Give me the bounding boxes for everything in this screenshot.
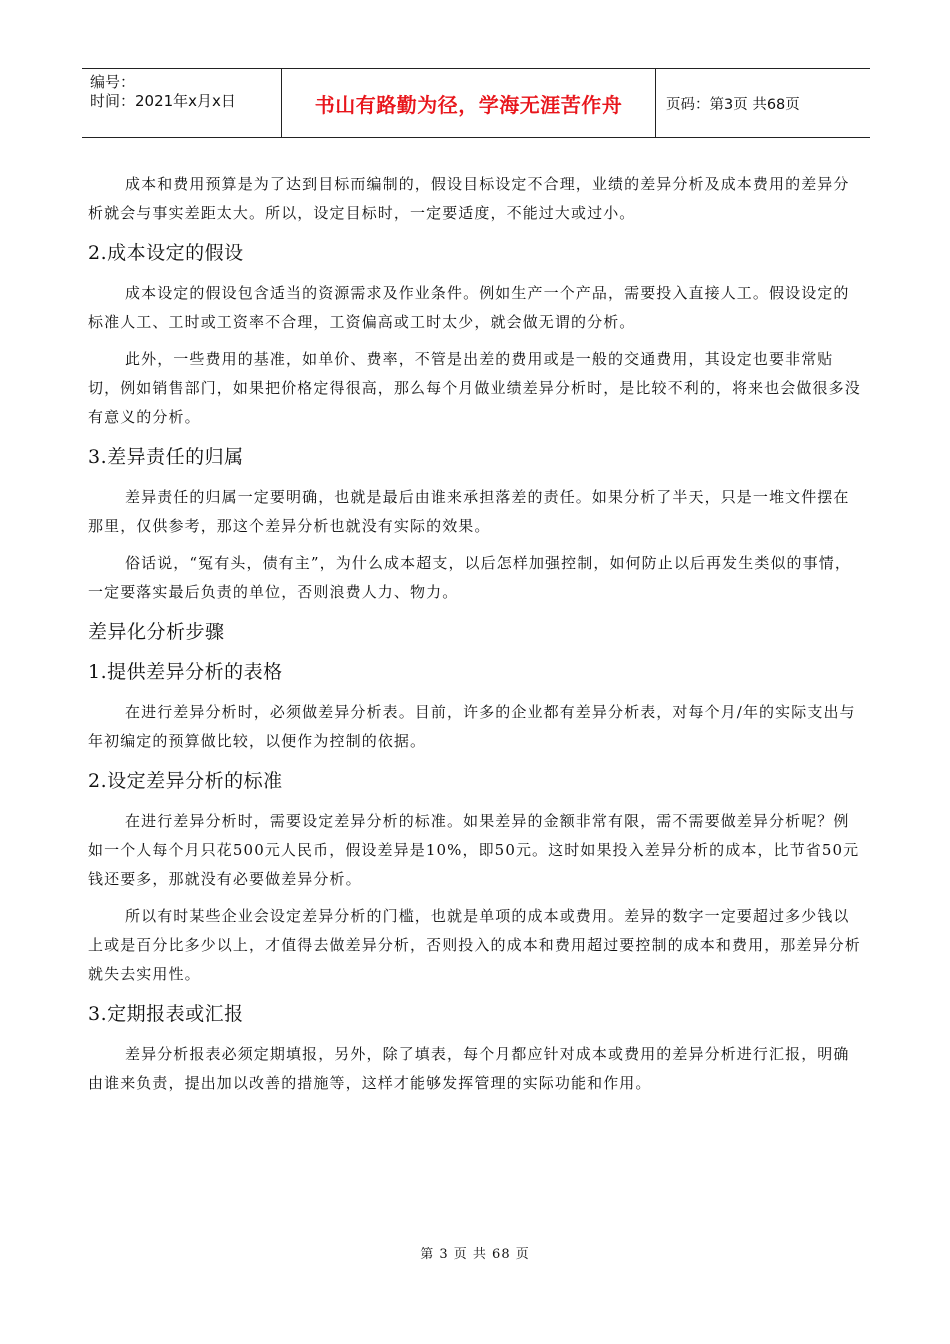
header-motto: 书山有路勤为径，学海无涯苦作舟 — [282, 69, 656, 137]
section-heading: 1.提供差异分析的表格 — [88, 661, 283, 683]
section-heading: 2.成本设定的假设 — [88, 242, 244, 264]
page-header — [82, 68, 870, 138]
body-paragraph: 所以有时某些企业会设定差异分析的门槛，也就是单项的成本或费用。差异的数字一定要超过多少钱以上或是百分比多少以上，才值得去做差异分析，否则投入的成本和费用超过要控制的成本和费用，那差异分析就失去实用性。 — [88, 907, 861, 983]
section-heading: 2.设定差异分析的标准 — [88, 770, 283, 792]
body-paragraph: 俗话说，“冤有头，债有主”，为什么成本超支，以后怎样加强控制，如何防止以后再发生类似的事情，一定要落实最后负责的单位，否则浪费人力、物力。 — [88, 554, 851, 601]
body-paragraph: 差异分析报表必须定期填报，另外，除了填表，每个月都应针对成本或费用的差异分析进行汇报，明确由谁来负责，提出加以改善的措施等，这样才能够发挥管理的实际功能和作用。 — [88, 1045, 850, 1092]
header-info-cell — [82, 69, 282, 137]
body-paragraph: 此外，一些费用的基准，如单价、费率，不管是出差的费用或是一般的交通费用，其设定也要非常贴切，例如销售部门，如果把价格定得很高，那么每个月做业绩差异分析时，是比较不利的，将来也会做很多没有意义的分析。 — [88, 350, 861, 426]
body-paragraph: 在进行差异分析时，需要设定差异分析的标准。如果差异的金额非常有限，需不需要做差异分析呢？例如一个人每个月只花500元人民币，假设差异是10%，即50元。这时如果投入差异分析的成本，比节省50元钱还要多，那就没有必要做差异分析。 — [88, 812, 860, 888]
section-heading: 差异化分析步骤 — [88, 621, 225, 643]
body-paragraph: 在进行差异分析时，必须做差异分析表。目前，许多的企业都有差异分析表，对每个月/年的实际支出与年初编定的预算做比较，以便作为控制的依据。 — [88, 703, 856, 750]
document-date-label: 时间：2021年x月x日 — [90, 92, 236, 110]
body-paragraph: 成本设定的假设包含适当的资源需求及作业条件。例如生产一个产品，需要投入直接人工。假设设定的标准人工、工时或工资率不合理，工资偏高或工时太少，就会做无谓的分析。 — [88, 284, 850, 331]
document-number-label: 编号： — [90, 73, 136, 91]
section-heading: 3.定期报表或汇报 — [88, 1003, 244, 1025]
document-body — [88, 170, 864, 1106]
page-footer: 第 3 页 共 68 页 — [420, 1247, 530, 1262]
body-paragraph: 成本和费用预算是为了达到目标而编制的，假设目标设定不合理，业绩的差异分析及成本费用的差异分析就会与事实差距太大。所以，设定目标时，一定要适度，不能过大或过小。 — [88, 175, 850, 222]
header-page-number: 页码：第3页 共68页 — [666, 96, 800, 113]
body-paragraph: 差异责任的归属一定要明确，也就是最后由谁来承担落差的责任。如果分析了半天，只是一堆文件摆在那里，仅供参考，那这个差异分析也就没有实际的效果。 — [88, 488, 850, 535]
section-heading: 3.差异责任的归属 — [88, 446, 244, 468]
